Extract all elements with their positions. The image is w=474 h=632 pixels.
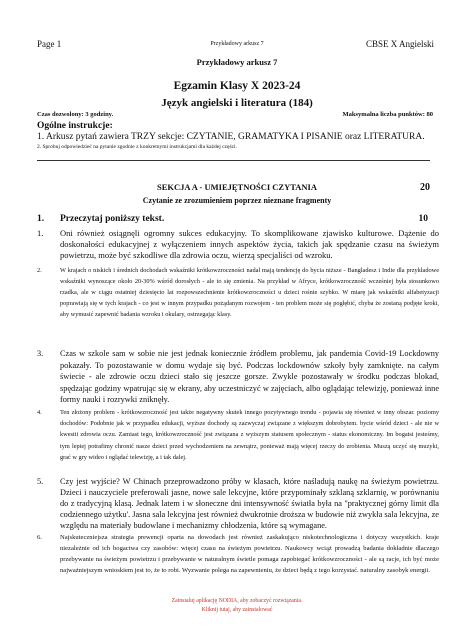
paragraph-number: 5. <box>37 477 44 486</box>
section-score: 20 <box>420 182 430 193</box>
exam-title: Egzamin Klasy X 2023-24 <box>173 80 301 92</box>
paragraph-number: 1. <box>37 228 44 238</box>
paragraph-4 <box>37 407 439 463</box>
paragraph-5 <box>37 476 439 531</box>
paragraph-text: Oni również osiągnęli ogromny sukces edukacyjny. To skomplikowane zjawisko kulturowe. Dążenie do doskonałości edukacyjnej z wyłączeniem innych aspektów życia, takich jak spędzanie czasu na świeżym powietrzu, może być szkodliwe dla zdrowia oczu, wierzą specjaliści od wzroku. <box>60 228 439 260</box>
paragraph-text: Ten złożony problem - krótkowzroczność jest także negatywny skutek innego pozytywnego trendu - pojawia się również w inny obszar. poziomy dochodów: Podobnie jak w przypadku edukacji, wyższe dochody są zazwyczaj związane z większym dobrobytem. bycie wśród dzieci - ale nie w kwestii zdrowia oczu. Zamiast tego, krótkowzroczność jest związana z wyższym statusem społecznym - status ekonomiczny. Im bogatsi jesteśmy, tym lepiej potrafimy chronić nasze dzieci przed wychodzeniem na zewnątrz, ponieważ mają więcej rzeczy do zrobienia. Muszą uczyć się muzyki, grać w gry wideo i oglądać telewizję, a i tak dalej. <box>60 409 439 461</box>
subject-label: CBSE X Angielski <box>365 39 434 49</box>
divider <box>37 160 430 161</box>
question-label: Przeczytaj poniższy tekst. <box>60 214 165 224</box>
paragraph-number: 4. <box>37 409 42 416</box>
paragraph-text: Najskuteczniejsza strategia prewencji oparta na dowodach jest również zaskakująco niskotechnologiczna i dotyczy wszystkich. kraje niezależnie od ich bogactwa czy zasobów: więcej czasu na świeżym powietrzu. Naukowcy wciąż prowadzą badania dokładnie dlaczego przebywanie na świeżym powietrzu i przebywanie w naturalnym świetle pomaga zapobiegać krótkowzroczności - ale są racje, ich być może najważniejszym wnioskiem jest to, że to robi. Wyzwanie polega na zapewnieniu, że dzieci będą z tego korzystać. naturalny zasobyk energii. <box>60 534 439 574</box>
paragraph-6 <box>37 532 439 576</box>
install-app-link[interactable]: Zainstaluj aplikację NODIA, aby zobaczyć rozwiązania. <box>171 598 303 604</box>
max-marks: Maksymalna liczba punktów: 80 <box>342 111 433 118</box>
section-subtitle: Czytanie ze zrozumieniem poprzez nieznane fragmenty <box>142 196 332 205</box>
question-score: 10 <box>418 214 428 224</box>
paragraph-1 <box>37 228 439 261</box>
sample-paper-title: Przykładowy arkusz 7 <box>196 57 278 67</box>
paragraph-text: Czy jest wyjście? W Chinach przeprowadzono próby w klasach, które naśladują naukę na świeżym powietrzu. Dzieci i nauczyciele preferowali jasne, nowe sale lekcyjne, które przypominały szklaną szklarnię, w porównaniu do z tradycyjną klasą. Jednak latem i w słoneczne dni intensywność światła była na "praktycznej górny limit dla codziennego użytku'. Jasna sala lekcyjna jest również dwukrotnie droższa w budowie niż zwykła sala lekcyjna, ze względu na materiały budowlane i mechanizmy chłodzenia, które są wymagane. <box>60 477 439 530</box>
instruction-2: 2. Sprobuj odpowiedzieć na pytanie zgodnie z konkretnymi instrukcjami dla każdej części. <box>37 144 237 150</box>
page-number: Page 1 <box>37 39 62 49</box>
instruction-1: 1. Arkusz pytań zawiera TRZY sekcje: CZYTANIE, GRAMATYKA I PISANIE oraz LITERATURA. <box>37 132 425 142</box>
subject-title: Język angielski i literatura (184) <box>161 97 313 109</box>
install-app-notice <box>0 598 474 604</box>
paragraph-text: W krajach o niskich i średnich dochodach wskaźniki krótkowzroczności nadal mają tendencję do bycia niższe - Bangladesz i Indie dla przykładowe wskaźniki wynoszące około 20-30% wśród dorosłych - ale to się zmienia. Na przykład w Afryce, krótkowzroczność wcześniej była stosunkowo rzadka, ale w ciągu ostatniej dziesięcio lat rozpowszechnienie krótkowzroczności u dzieci rośnie szybko. W miarę jak wskaźniki alfabetyzacji poprawiają się w tych krajach - co jest w innym przypadku pożądanym rozwojem - ten problem może się pogłębić, chyba że zostaną podjęte kroki, aby wymusić zapewnić badania wzroku i okulary, ostrzegając klasy. <box>60 267 439 318</box>
paragraph-3 <box>37 348 439 406</box>
paragraph-number: 2. <box>37 267 42 274</box>
paragraph-number: 3. <box>37 349 44 358</box>
instructions-heading: Ogólne instrukcje: <box>37 121 113 131</box>
click-to-install <box>0 607 474 613</box>
question-number: 1. <box>37 214 45 224</box>
section-title: SEKCJA A - UMIEJĘTNOŚCI CZYTANIA <box>157 182 317 192</box>
paragraph-number: 6. <box>37 534 42 541</box>
sheet-label: Przykładowy arkusz 7 <box>210 41 264 47</box>
click-to-install-link[interactable]: Kliknij tutaj, aby zainstalować <box>201 607 273 613</box>
time-allowed: Czas dozwolony: 3 godziny. <box>37 111 114 118</box>
paragraph-text: Czas w szkole sam w sobie nie jest jednak koniecznie źródłem problemu, jak pandemia Covid-19 Lockdowny pokazały. To pozostawanie w domu wydaje się być. Podczas lockdownów szkoły były zamknięte. na całym świecie - ale zdrowie oczu dzieci stało się jeszcze gorsze. Zwykle pozostawały w środku podczas blokad, spędzając godziny wpatrując się w ekrany, aby uczestniczyć w zajęciach, albo oglądając telewizję, ponieważ inne formy nauki i rozrywki zniknęły. <box>60 349 439 404</box>
paragraph-2 <box>37 265 439 320</box>
